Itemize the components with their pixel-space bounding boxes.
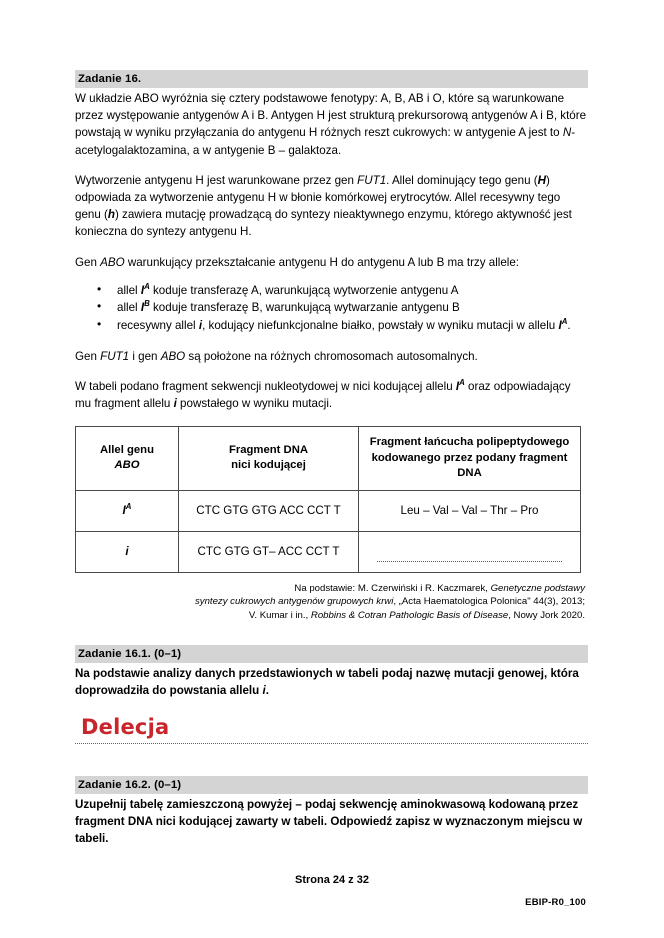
allele-bullet-item: • allel $I^B$ koduje transferazę B, warunkującą wytwarzanie antygenu B	[97, 299, 588, 317]
task-16-2-prompt: Uzupełnij tabelę zamieszczoną powyżej – podaj sekwencję aminokwasową kodowaną przez fragment DNA nici kodującej zawarty w tabeli. Odpowiedź zapisz w wyznaczonym miejscu w tabeli.	[75, 797, 583, 846]
table-answer-dotted-line	[377, 547, 562, 562]
task-16-paragraph-5: W tabeli podano fragment sekwencji nukleotydowej w nici kodującej allelu $I^A$ oraz odpowiadający mu fragment allelu i powstałego w wyniku mutacji.	[75, 377, 571, 411]
footer-page-number: Strona 24 z 32	[295, 874, 369, 886]
cell-allele: $I^A$	[76, 490, 179, 531]
source-citation: Na podstawie: M. Czerwiński i R. Kaczmarek, Genetyczne podstawy syntezy cukrowych antygenów grupowych krwi, „Acta Haematologica Polonica" 44(3), 2013; V. Kumar i in., Robbins & Cotran Pathologic Basis of Disease, Nowy Jork 2020.	[194, 582, 585, 621]
table-row	[76, 531, 581, 572]
table-header-row	[76, 427, 581, 491]
task-16-header: Zadanie 16.	[75, 70, 588, 88]
task-16-paragraph-2: Wytworzenie antygenu H jest warunkowane przez gen FUT1. Allel dominujący tego genu (H) odpowiada za wytworzenie antygenu H w błonie komórkowej erytrocytów. Allel recesywny tego genu (h) zawiera mutację prowadzącą do syntezy nieaktywnego enzymu, którego aktywność jest konieczna do syntezy antygenu H.	[75, 173, 572, 239]
cell-peptide-answer-blank[interactable]	[359, 531, 581, 572]
allele-bullet-list	[75, 282, 588, 335]
page-content	[75, 70, 588, 848]
footer-document-code: EBIP-R0_100	[525, 897, 586, 908]
task-16-paragraph-4: Gen FUT1 i gen ABO są położone na różnych chromosomach autosomalnych.	[75, 349, 478, 363]
allele-bullet-item: • allel $I^A$ koduje transferazę A, warunkującą wytworzenie antygenu A	[97, 282, 588, 300]
task-16-2-header: Zadanie 16.2. (0–1)	[75, 776, 588, 794]
task-16-paragraph-1: W układzie ABO wyróżnia się cztery podstawowe fenotypy: A, B, AB i O, które są warunkowane przez występowanie antygenów A i B. Antygen H jest strukturą prekursorową antygenów A i B, które powstają w wyniku przyłączania do antygenu H różnych reszt cukrowych: w antygenie A jest to N-acetylogalaktozamina, a w antygenie B – galaktoza.	[75, 92, 587, 157]
answer-dotted-line	[75, 743, 588, 744]
table-header-allele: Allel genu ABO	[76, 427, 179, 491]
cell-peptide-sequence: Leu – Val – Val – Thr – Pro	[359, 490, 581, 531]
cell-allele: i	[76, 531, 179, 572]
task-16-1-header: Zadanie 16.1. (0–1)	[75, 645, 588, 663]
table-header-dna: Fragment DNA nici kodującej	[179, 427, 359, 491]
allele-dna-table	[75, 426, 581, 573]
task-16-1-prompt: Na podstawie analizy danych przedstawionych w tabeli podaj nazwę mutacji genowej, która doprowadziła do powstania allelu i.	[75, 666, 579, 697]
cell-dna-sequence: CTC GTG GT– ACC CCT T	[179, 531, 359, 572]
cell-dna-sequence: CTC GTG GTG ACC CCT T	[179, 490, 359, 531]
table-header-peptide: Fragment łańcucha polipeptydowego kodowanego przez podany fragment DNA	[359, 427, 581, 491]
table-row	[76, 490, 581, 531]
allele-bullet-item: • recesywny allel i, kodujący niefunkcjonalne białko, powstały w wyniku mutacji w allelu $I^A$.	[97, 317, 588, 335]
task-16-1-answer-area[interactable]	[75, 714, 588, 754]
task-16-paragraph-3: Gen ABO warunkujący przekształcanie antygenu H do antygenu A lub B ma trzy allele:	[75, 255, 520, 269]
handwritten-answer: Delecja	[81, 714, 170, 739]
